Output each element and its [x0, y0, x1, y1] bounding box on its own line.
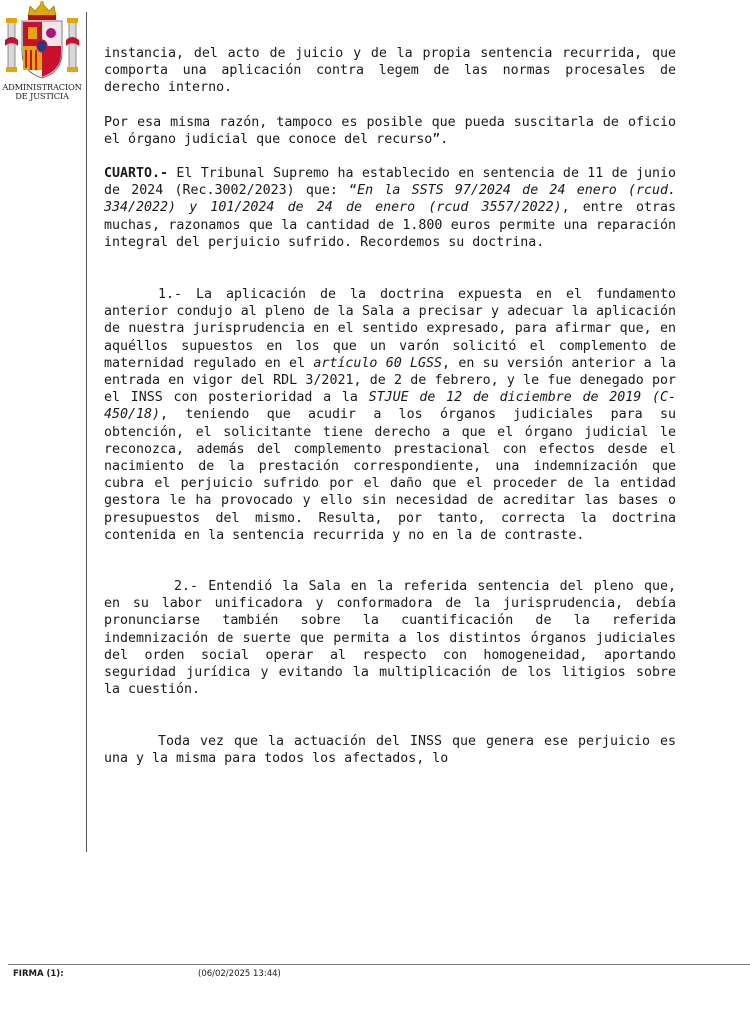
paragraph-4-citation-stjue: STJUE de 12 de diciembre de 2019 (C-450/18) — [104, 390, 677, 423]
paragraph-4-text-c: , teniendo que acudir a los órganos judiciales para su obtención, el solicitante tiene derecho a que el órgano judicial le reconozca, además del complemento prestacional con efectos desde el nacimiento de la prestación correspondiente, una indemnización que cubra el perjuicio sufrido por el daño que el proceder de la entidad gestora le ha provocado y ello sin necesidad de acreditar las bases o presupuestos del mismo. Resulta, por tanto, correcta la doctrina contenida en la sentencia recurrida y no en la de contraste. — [104, 407, 676, 543]
margin-divider — [86, 12, 87, 852]
signature-label: FIRMA (1): — [13, 969, 64, 979]
paragraph-4-text-b: , en su versión anterior a la entrada en vigor del RDL 3/2021, de 2 de febrero, y le fue denegado por el INSS con posterioridad a la — [104, 355, 676, 406]
footer-divider — [8, 964, 750, 965]
paragraph-3 — [104, 165, 676, 251]
paragraph-3-text-b: , entre otras muchas, razonamos que la cantidad de 1.800 euros permite una reparación integral del perjuicio sufrido. Recordemos su doctrina. — [104, 200, 676, 250]
logo-caption — [0, 83, 84, 101]
paragraph-4 — [104, 286, 676, 544]
logo-caption-line2: DE JUSTICIA — [15, 91, 69, 101]
section-heading-cuarto: CUARTO.- — [104, 166, 169, 182]
paragraph-3-text-a: El Tribunal Supremo ha establecido en sentencia de 11 de junio de 2024 (Rec.3002/2023) que: “ — [104, 166, 676, 199]
paragraph-4-citation-lgss: artículo 60 LGSS — [313, 355, 443, 371]
spain-crest-icon — [4, 0, 80, 82]
coat-of-arms-logo — [0, 0, 84, 105]
paragraph-3-citation: En la SSTS 97/2024 de 24 enero (rcud. 334/2022) y 101/2024 de 24 de enero (rcud 3557/2022) — [104, 183, 676, 216]
paragraph-5: 2.- Entendió la Sala en la referida sentencia del pleno que, en su labor unificadora y conformadora de la jurisprudencia, debía pronunciarse también sobre la cuantificación de la referida indemnización de suerte que permita a los distintos órganos judiciales del orden social operar al respecto con homogeneidad, aportando seguridad jurídica y evitando la multiplicación de los litigios sobre la cuestión. — [104, 579, 676, 698]
signature-timestamp: (06/02/2025 13:44) — [198, 969, 281, 979]
paragraph-1: instancia, del acto de juicio y de la propia sentencia recurrida, que comporta una aplicación contra legem de las normas procesales de derecho interno. — [104, 46, 676, 96]
document-body — [104, 45, 676, 767]
logo-caption-line1: ADMINISTRACION — [2, 82, 82, 92]
paragraph-2: Por esa misma razón, tampoco es posible que pueda suscitarla de oficio el órgano judicial que conoce del recurso”. — [104, 114, 676, 147]
paragraph-4-text-a: 1.- La aplicación de la doctrina expuesta en el fundamento anterior condujo al pleno de la Sala a precisar y adecuar la aplicación de nuestra jurisprudencia en el sentido expresado, para afirmar que, en aquéllos supuestos en los que un varón solicitó el complemento de maternidad regulado en el — [104, 287, 676, 371]
paragraph-6: Toda vez que la actuación del INSS que genera ese perjuicio es una y la misma para todos los afectados, lo — [104, 733, 676, 766]
